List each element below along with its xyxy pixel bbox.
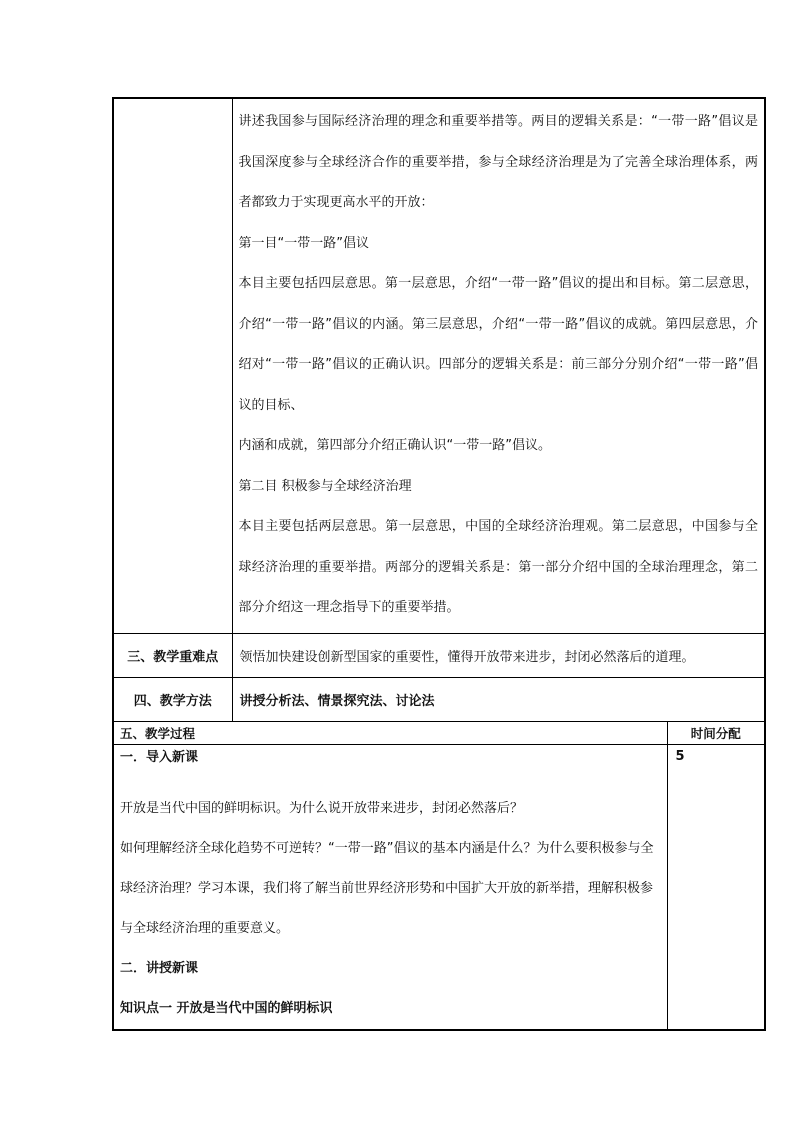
- key-points-content: 领悟加快建设创新型国家的重要性，懂得开放带来进步，封闭必然落后的道理。: [232, 633, 765, 677]
- subsection-heading-2: 第二目 积极参与全球经济治理: [238, 478, 412, 494]
- methods-row: [113, 677, 765, 721]
- intro-label-cell: [113, 98, 232, 633]
- process-header: 五、教学过程: [113, 721, 667, 744]
- intro-paragraph: 讲述我国参与国际经济治理的理念和重要举措等。两目的逻辑关系是：“一带一路”倡议是我国深度参与全球经济合作的重要举措，参与全球经济治理是为了完善全球治理体系，两者都致力于实现更高水平的开放：: [238, 114, 759, 210]
- process-content-cell: [113, 744, 667, 1030]
- intro-paragraph: 内涵和成就，第四部分介绍正确认识“一带一路”倡议。: [238, 438, 551, 453]
- process-content-row: [113, 744, 765, 1030]
- time-header: 时间分配: [667, 721, 765, 744]
- time-value: 5: [667, 744, 765, 1030]
- subsection-heading-1: 第一目“一带一路”倡议: [238, 235, 369, 251]
- process-paragraph: 如何理解经济全球化趋势不可逆转？“一带一路”倡议的基本内涵是什么？为什么要积极参与全球经济治理？学习本课，我们将了解当前世界经济形势和中国扩大开放的新举措，理解积极参与全球经济治理的重要意义。: [120, 840, 654, 936]
- section-title-intro: 一．导入新课: [120, 749, 199, 765]
- methods-label: 四、教学方法: [113, 677, 232, 721]
- intro-row: [113, 98, 765, 633]
- process-header-row: [113, 721, 765, 744]
- methods-content: 讲授分析法、情景探究法、讨论法: [232, 677, 765, 721]
- knowledge-point-title: 知识点一 开放是当代中国的鲜明标识: [120, 1000, 333, 1016]
- intro-paragraph: 本目主要包括两层意思。第一层意思，中国的全球经济治理观。第二层意思，中国参与全球经济治理的重要举措。两部分的逻辑关系是：第一部分介绍中国的全球治理理念，第二部分介绍这一理念指导下的重要举措。: [238, 519, 759, 615]
- key-points-label: 三、教学重难点: [113, 633, 232, 677]
- key-points-row: [113, 633, 765, 677]
- lesson-plan-table: [112, 97, 766, 1031]
- intro-paragraph: 本目主要包括四层意思。第一层意思，介绍“一带一路”倡议的提出和目标。第二层意思，介绍“一带一路”倡议的内涵。第三层意思，介绍“一带一路”倡议的成就。第四层意思，介绍对“一带一路”倡议的正确认识。四部分的逻辑关系是：前三部分分别介绍“一带一路”倡议的目标、: [238, 276, 759, 413]
- intro-content-cell: [232, 98, 765, 633]
- section-title-new-lesson: 二．讲授新课: [120, 960, 199, 976]
- process-paragraph: 开放是当代中国的鲜明标识。为什么说开放带来进步，封闭必然落后？: [120, 800, 524, 816]
